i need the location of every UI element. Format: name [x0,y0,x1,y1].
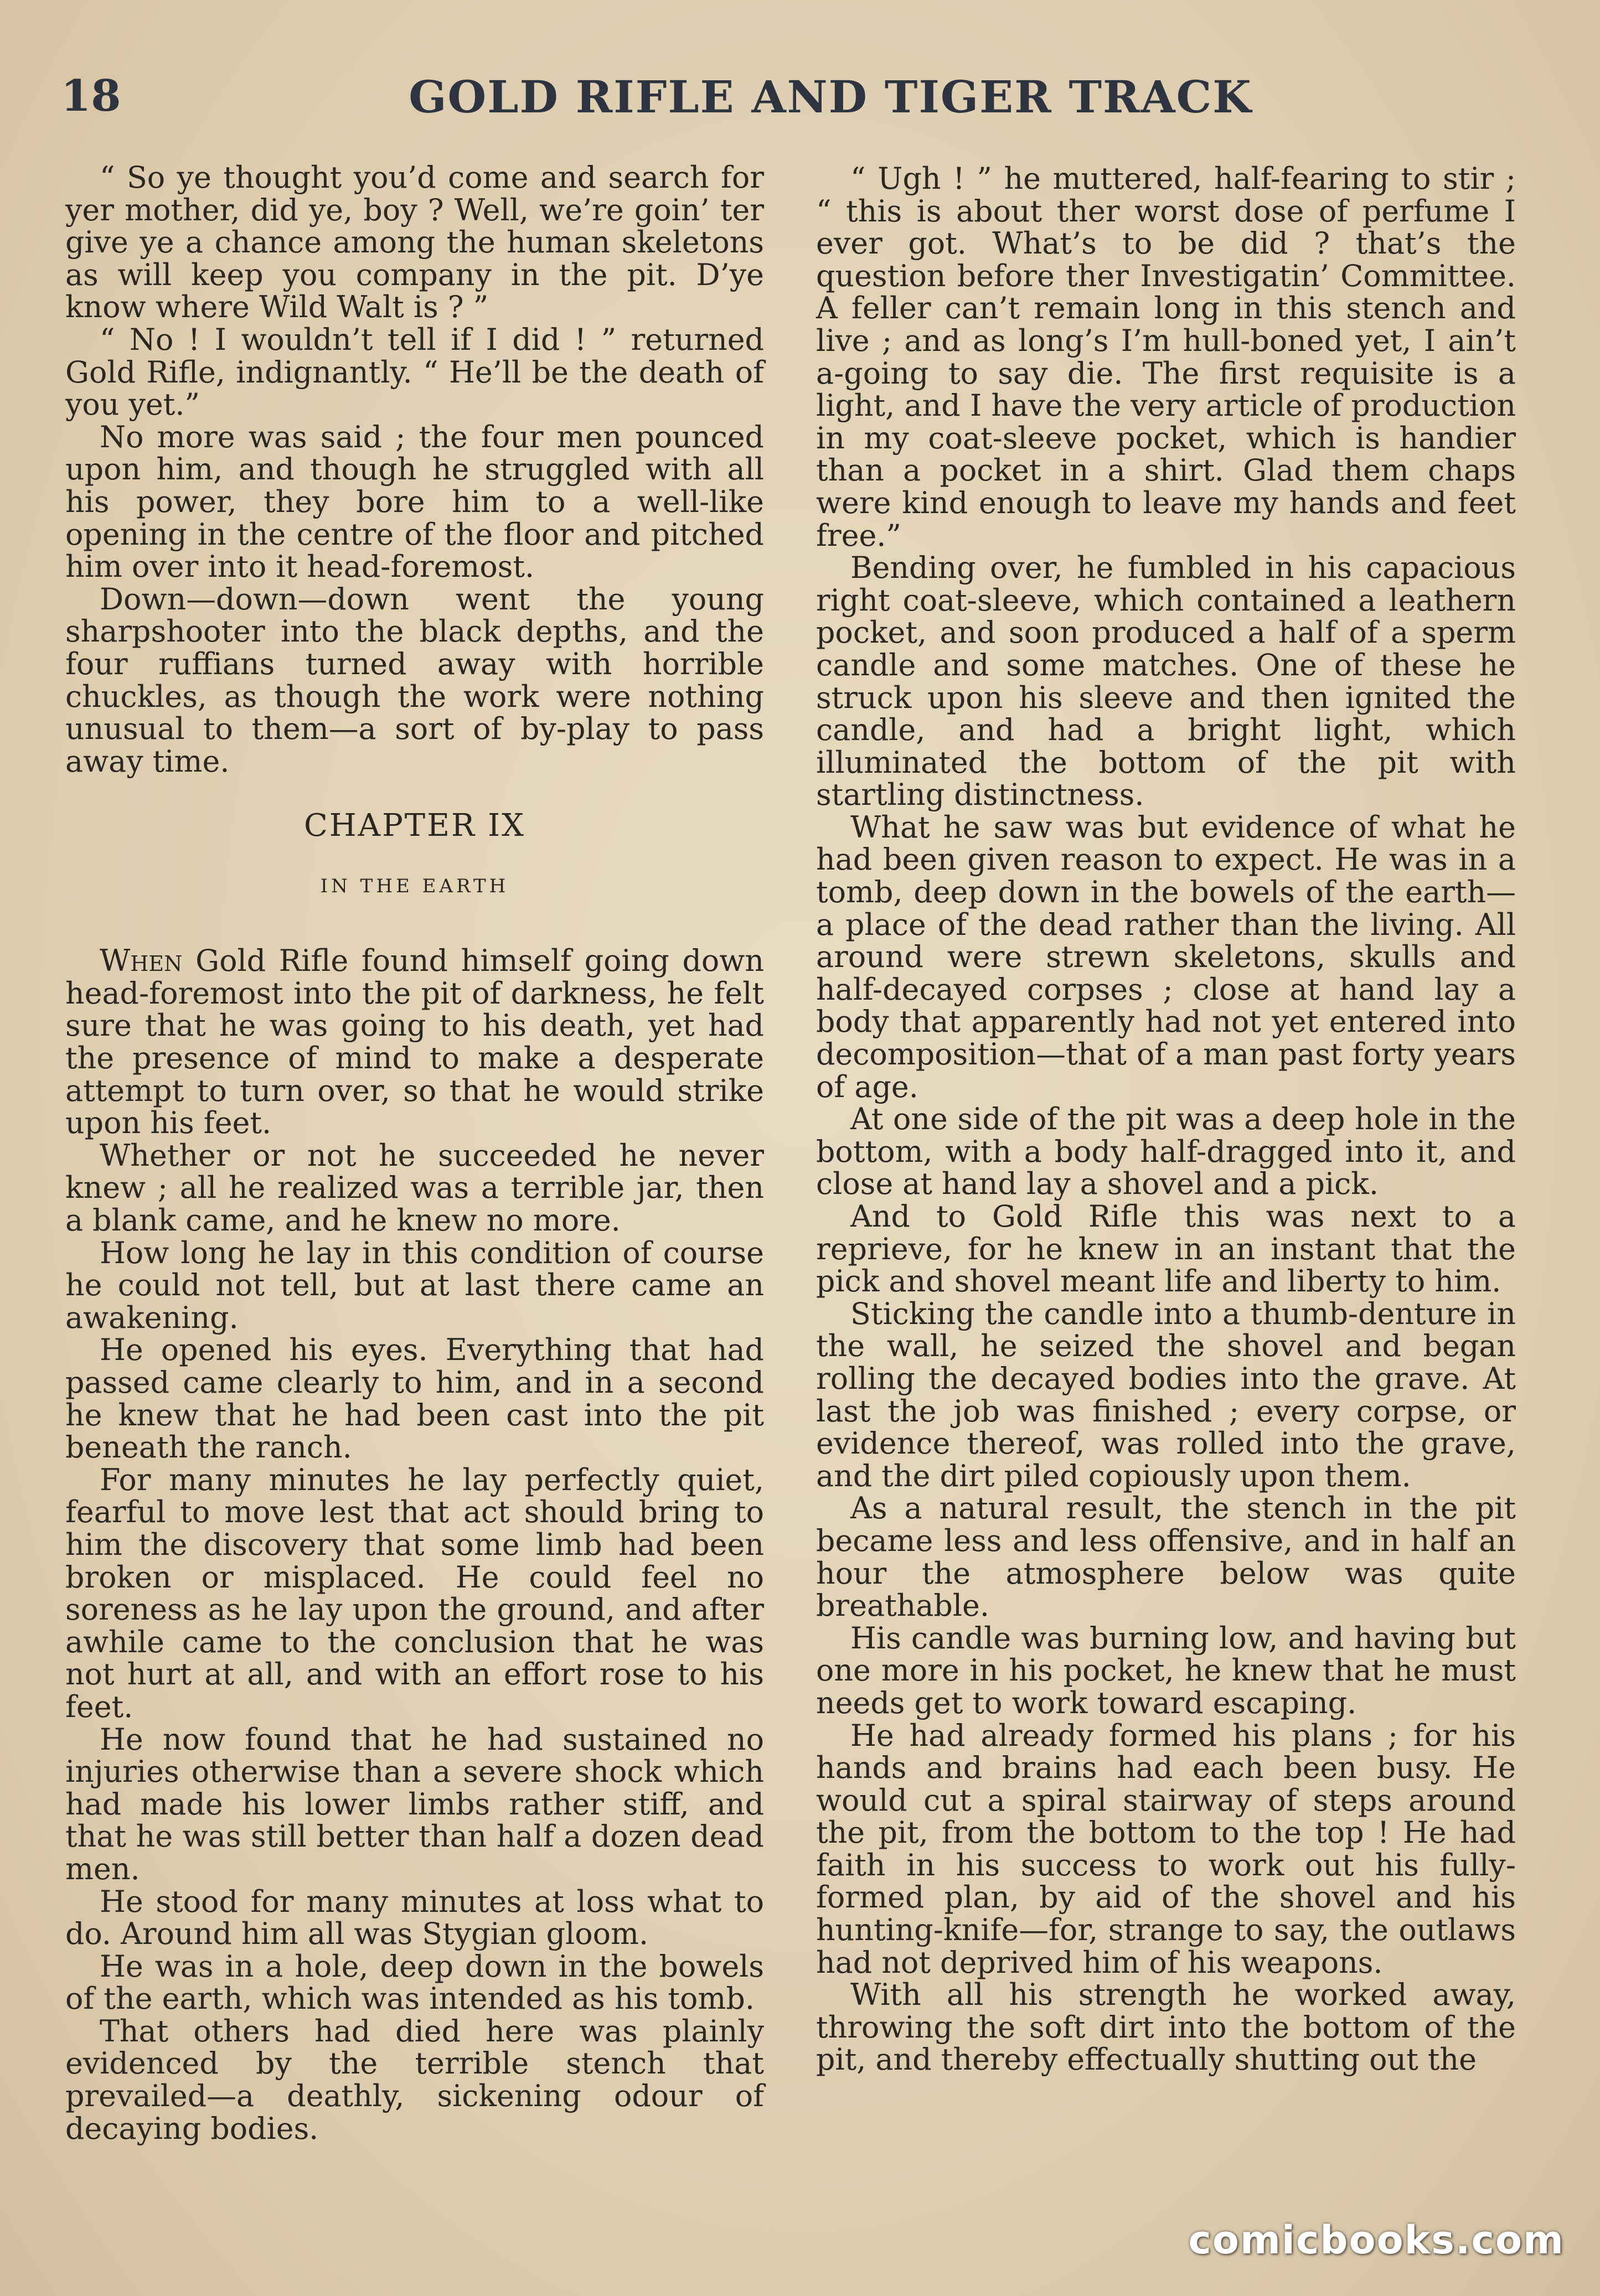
paragraph: He stood for many minutes at loss what to do. Around him all was Stygian gloom. [65,1884,764,1952]
paragraph: “ No ! I wouldn’t tell if I did ! ” returned Gold Rifle, indignantly. “ He’ll be the death of you yet.” [65,322,764,422]
paragraph: Down—down—down went the young sharpshooter into the black depths, and the four ruffians turned away with horrible chuckles, as though the work were nothing unusual to them—a sort of by-play to pass away time. [65,581,764,779]
watermark: comicbooks.com [1188,2217,1565,2263]
right-column [816,163,1516,2076]
paragraph: He now found that he had sustained no injuries otherwise than a severe shock which had made his lower limbs rather stiff, and that he was still better than half a dozen dead men. [65,1721,764,1886]
paragraph: Sticking the candle into a thumb-denture in the wall, he seized the shovel and began rolling the decayed bodies into the grave. At last the job was finished ; every corpse, or evidence thereof, was rolled into the grave, and the dirt piled copiously upon them. [816,1296,1516,1493]
paragraph: He opened his eyes. Everything that had passed came clearly to him, and in a second he knew that he had been cast into the pit beneath the ranch. [65,1332,764,1465]
drop-word: When [100,943,183,979]
paragraph: That others had died here was plainly evidenced by the terrible stench that prevailed—a deathly, sickening odour of decaying bodies. [65,2013,764,2146]
paragraph: How long he lay in this condition of course he could not tell, but at last there came an awakening. [65,1235,764,1335]
paragraph: “ So ye thought you’d come and search for yer mother, did ye, boy ? Well, we’re goin’ ter give ye a chance among the human skeletons as will keep you company in the pit. D’ye know where Wild Walt is ? ” [65,160,764,325]
paragraph: “ Ugh ! ” he muttered, half-fearing to stir ; “ this is about ther worst dose of perfume I ever got. What’s to be did ? that’s the question before ther Investigatin’ Committee. A feller can’t remain long in this stench and live ; and as long’s I’m hull-boned yet, I ain’t a-going to say die. The first requisite is a light, and I have the very article of production in my coat-sleeve pocket, which is handier than a pocket in a shirt. Glad them chaps were kind enough to leave my hands and feet free.” [816,161,1516,553]
chapter-opening-paragraph [65,945,764,1140]
paragraph: With all his strength he worked away, throwing the soft dirt into the bottom of the pit, and thereby effectually shutting out the [816,1977,1516,2077]
opening-text: Gold Rifle found himself going down head-foremost into the pit of darkness, he felt sure that he was going to his death, yet had the presence of mind to make a desperate attempt to turn over, so that he would strike upon his feet. [65,943,764,1141]
paragraph: At one side of the pit was a deep hole in the bottom, with a body half-dragged into it, and close at hand lay a shovel and a pick. [816,1102,1516,1202]
paragraph: He had already formed his plans ; for his hands and brains had each been busy. He would cut a spiral stairway of steps around the pit, from the bottom to the top ! He had faith in his success to work out his fully-formed plan, by aid of the shovel and his hunting-knife—for, strange to say, the outlaws had not deprived him of his weapons. [816,1718,1516,1980]
left-column [65,162,764,2145]
paragraph: As a natural result, the stench in the pit became less and less offensive, and in half an hour the atmosphere below was quite breathable. [816,1491,1516,1623]
chapter-title: CHAPTER IX [304,808,525,844]
chapter-subtitle: IN THE EARTH [320,875,509,898]
page-number: 18 [61,71,121,121]
paragraph: His candle was burning low, and having but one more in his pocket, he knew that he must needs get to work toward escaping. [816,1620,1516,1720]
paragraph: For many minutes he lay perfectly quiet, fearful to move lest that act should bring to him the discovery that some limb had been broken or misplaced. He could feel no soreness as he lay upon the ground, and after awhile came to the conclusion that he was not hurt at all, and with an effort rose to his feet. [65,1462,764,1724]
paragraph: He was in a hole, deep down in the bowels of the earth, which was intended as his tomb. [65,1948,764,2016]
running-head: GOLD RIFLE AND TIGER TRACK [409,71,1252,123]
paragraph: And to Gold Rifle this was next to a reprieve, for he knew in an instant that the pick and shovel meant life and liberty to him. [816,1199,1516,1299]
paragraph: Whether or not he succeeded he never knew ; all he realized was a terrible jar, then a blank came, and he knew no more. [65,1137,764,1238]
paragraph: No more was said ; the four men pounced upon him, and though he struggled with all his power, they bore him to a well-like opening in the centre of the floor and pitched him over into it head-foremost. [65,419,764,585]
paragraph: What he saw was but evidence of what he had been given reason to expect. He was in a tomb, deep down in the bowels of the earth—a place of the dead rather than the living. All around were strewn skeletons, skulls and half-decayed corpses ; close at hand lay a body that apparently had not yet entered into decomposition—that of a man past forty years of age. [816,809,1516,1104]
paragraph: Bending over, he fumbled in his capacious right coat-sleeve, which contained a leathern pocket, and soon produced a half of a sperm candle and some matches. One of these he struck upon his sleeve and then ignited the candle, and had a bright light, which illuminated the bottom of the pit with startling distinctness. [816,550,1516,813]
